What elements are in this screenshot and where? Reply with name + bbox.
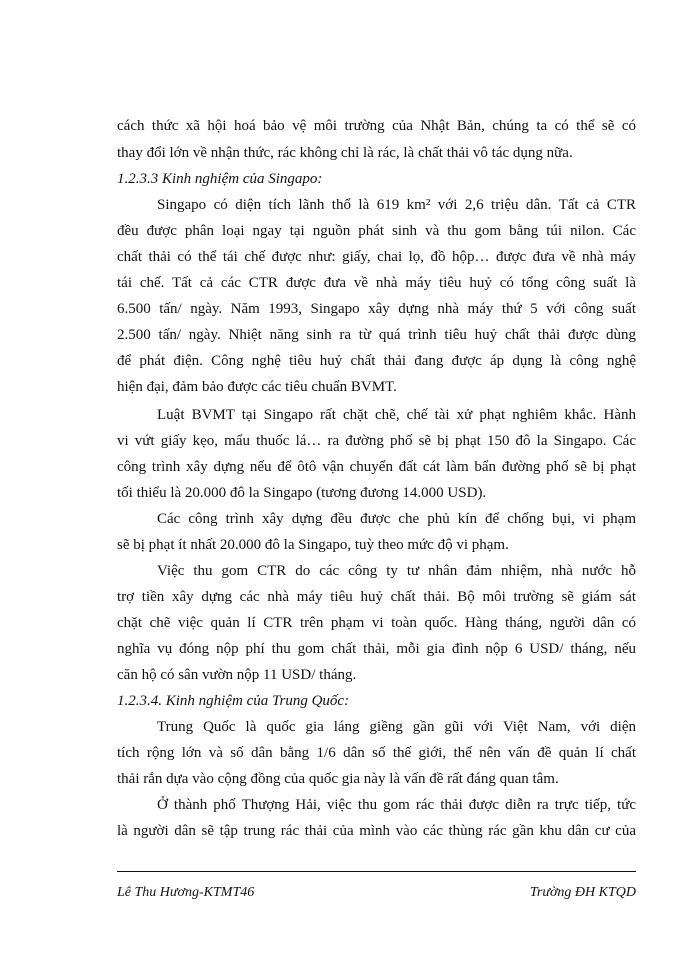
paragraph-line: là người dân sẽ tập trung rác thải của mình vào các thùng rác gần khu dân cư của xyxy=(117,823,636,839)
line-text: Singapo có diện tích lãnh thổ là 619 km² với 2,6 triệu dân. Tất cả CTR xyxy=(157,197,636,213)
paragraph-line: 2.500 tấn/ ngày. Nhiệt năng sinh ra từ quá trình tiêu huỷ chất thải được dùng xyxy=(117,327,636,343)
paragraph-line: chất thải có thể tái chế được như: giấy, chai lọ, đồ hộp… được đưa về nhà máy xyxy=(117,249,636,265)
footer-author: Lê Thu Hương-KTMT46 xyxy=(117,885,255,900)
paragraph-line: Trung Quốc là quốc gia láng giềng gần gũi với Việt Nam, với diện xyxy=(157,719,636,735)
paragraph-line: trợ tiền xây dựng các nhà máy tiêu huỷ chất thải. Bộ môi trường sẽ giám sát xyxy=(117,589,636,605)
section-heading: 1.2.3.4. Kinh nghiệm của Trung Quốc: xyxy=(117,693,350,709)
paragraph-line: tối thiểu là 20.000 đô la Singapo (tương đương 14.000 USD). xyxy=(117,485,487,501)
paragraph-line: thải rắn dựa vào cộng đồng của quốc gia này là vấn đề rất đáng quan tâm. xyxy=(117,771,559,787)
paragraph-line: Các công trình xây dựng đều được che phủ kín để chống bụi, vi phạm xyxy=(157,511,636,527)
paragraph-line: tích rộng lớn và số dân bằng 1/6 dân số thế giới, thế nên vấn đề quản lí chất xyxy=(117,745,636,761)
paragraph-line: Luật BVMT tại Singapo rất chặt chẽ, chế tài xử phạt nghiêm khắc. Hành xyxy=(157,407,636,423)
paragraph-line xyxy=(157,196,636,214)
paragraph-line: công trình xây dựng nếu để ôtô vận chuyển đất cát làm bẩn đường phố sẽ bị phạt xyxy=(117,459,636,475)
paragraph-line: đều được phân loại ngay tại nguồn phát sinh và thu gom bằng túi nilon. Các xyxy=(117,223,636,239)
paragraph-line: căn hộ có sân vườn nộp 11 USD/ tháng. xyxy=(117,667,357,683)
footer-school: Trường ĐH KTQD xyxy=(529,885,636,900)
paragraph-line: thay đổi lớn về nhận thức, rác không chỉ là rác, là chất thải vô tác dụng nữa. xyxy=(117,145,573,161)
paragraph-line: chặt chẽ việc quản lí CTR trên phạm vi toàn quốc. Hàng tháng, người dân có xyxy=(117,615,636,631)
section-heading: 1.2.3.3 Kinh nghiệm của Singapo: xyxy=(117,171,323,187)
paragraph-line: Việc thu gom CTR do các công ty tư nhân đảm nhiệm, nhà nước hỗ xyxy=(157,563,636,579)
paragraph-line: để phát điện. Công nghệ tiêu huỷ chất thải đang được áp dụng là công nghệ xyxy=(117,353,636,369)
paragraph-line: nghĩa vụ đóng nộp phí thu gom chất thải, mỗi gia đình nộp 6 USD/ tháng, nếu xyxy=(117,641,636,657)
paragraph-line: 6.500 tấn/ ngày. Năm 1993, Singapo xây dựng nhà máy thứ 5 với công suất xyxy=(117,301,636,317)
paragraph-line: cách thức xã hội hoá bảo vệ môi trường của Nhật Bản, chúng ta có thể sẽ có xyxy=(117,118,636,134)
footer-divider xyxy=(117,871,636,872)
paragraph-line: sẽ bị phạt ít nhất 20.000 đô la Singapo, tuỳ theo mức độ vi phạm. xyxy=(117,537,509,553)
paragraph-line: Ở thành phố Thượng Hải, việc thu gom rác thải được diễn ra trực tiếp, tức xyxy=(157,797,636,813)
paragraph-line: tái chế. Tất cả các CTR được đưa về nhà máy tiêu huỷ có tổng công suất là xyxy=(117,275,636,291)
paragraph-line: vi vứt giấy kẹo, mẩu thuốc lá… ra đường phố sẽ bị phạt 150 đô la Singapo. Các xyxy=(117,433,636,449)
paragraph-line: hiện đại, đảm bảo được các tiêu chuẩn BVMT. xyxy=(117,379,397,395)
